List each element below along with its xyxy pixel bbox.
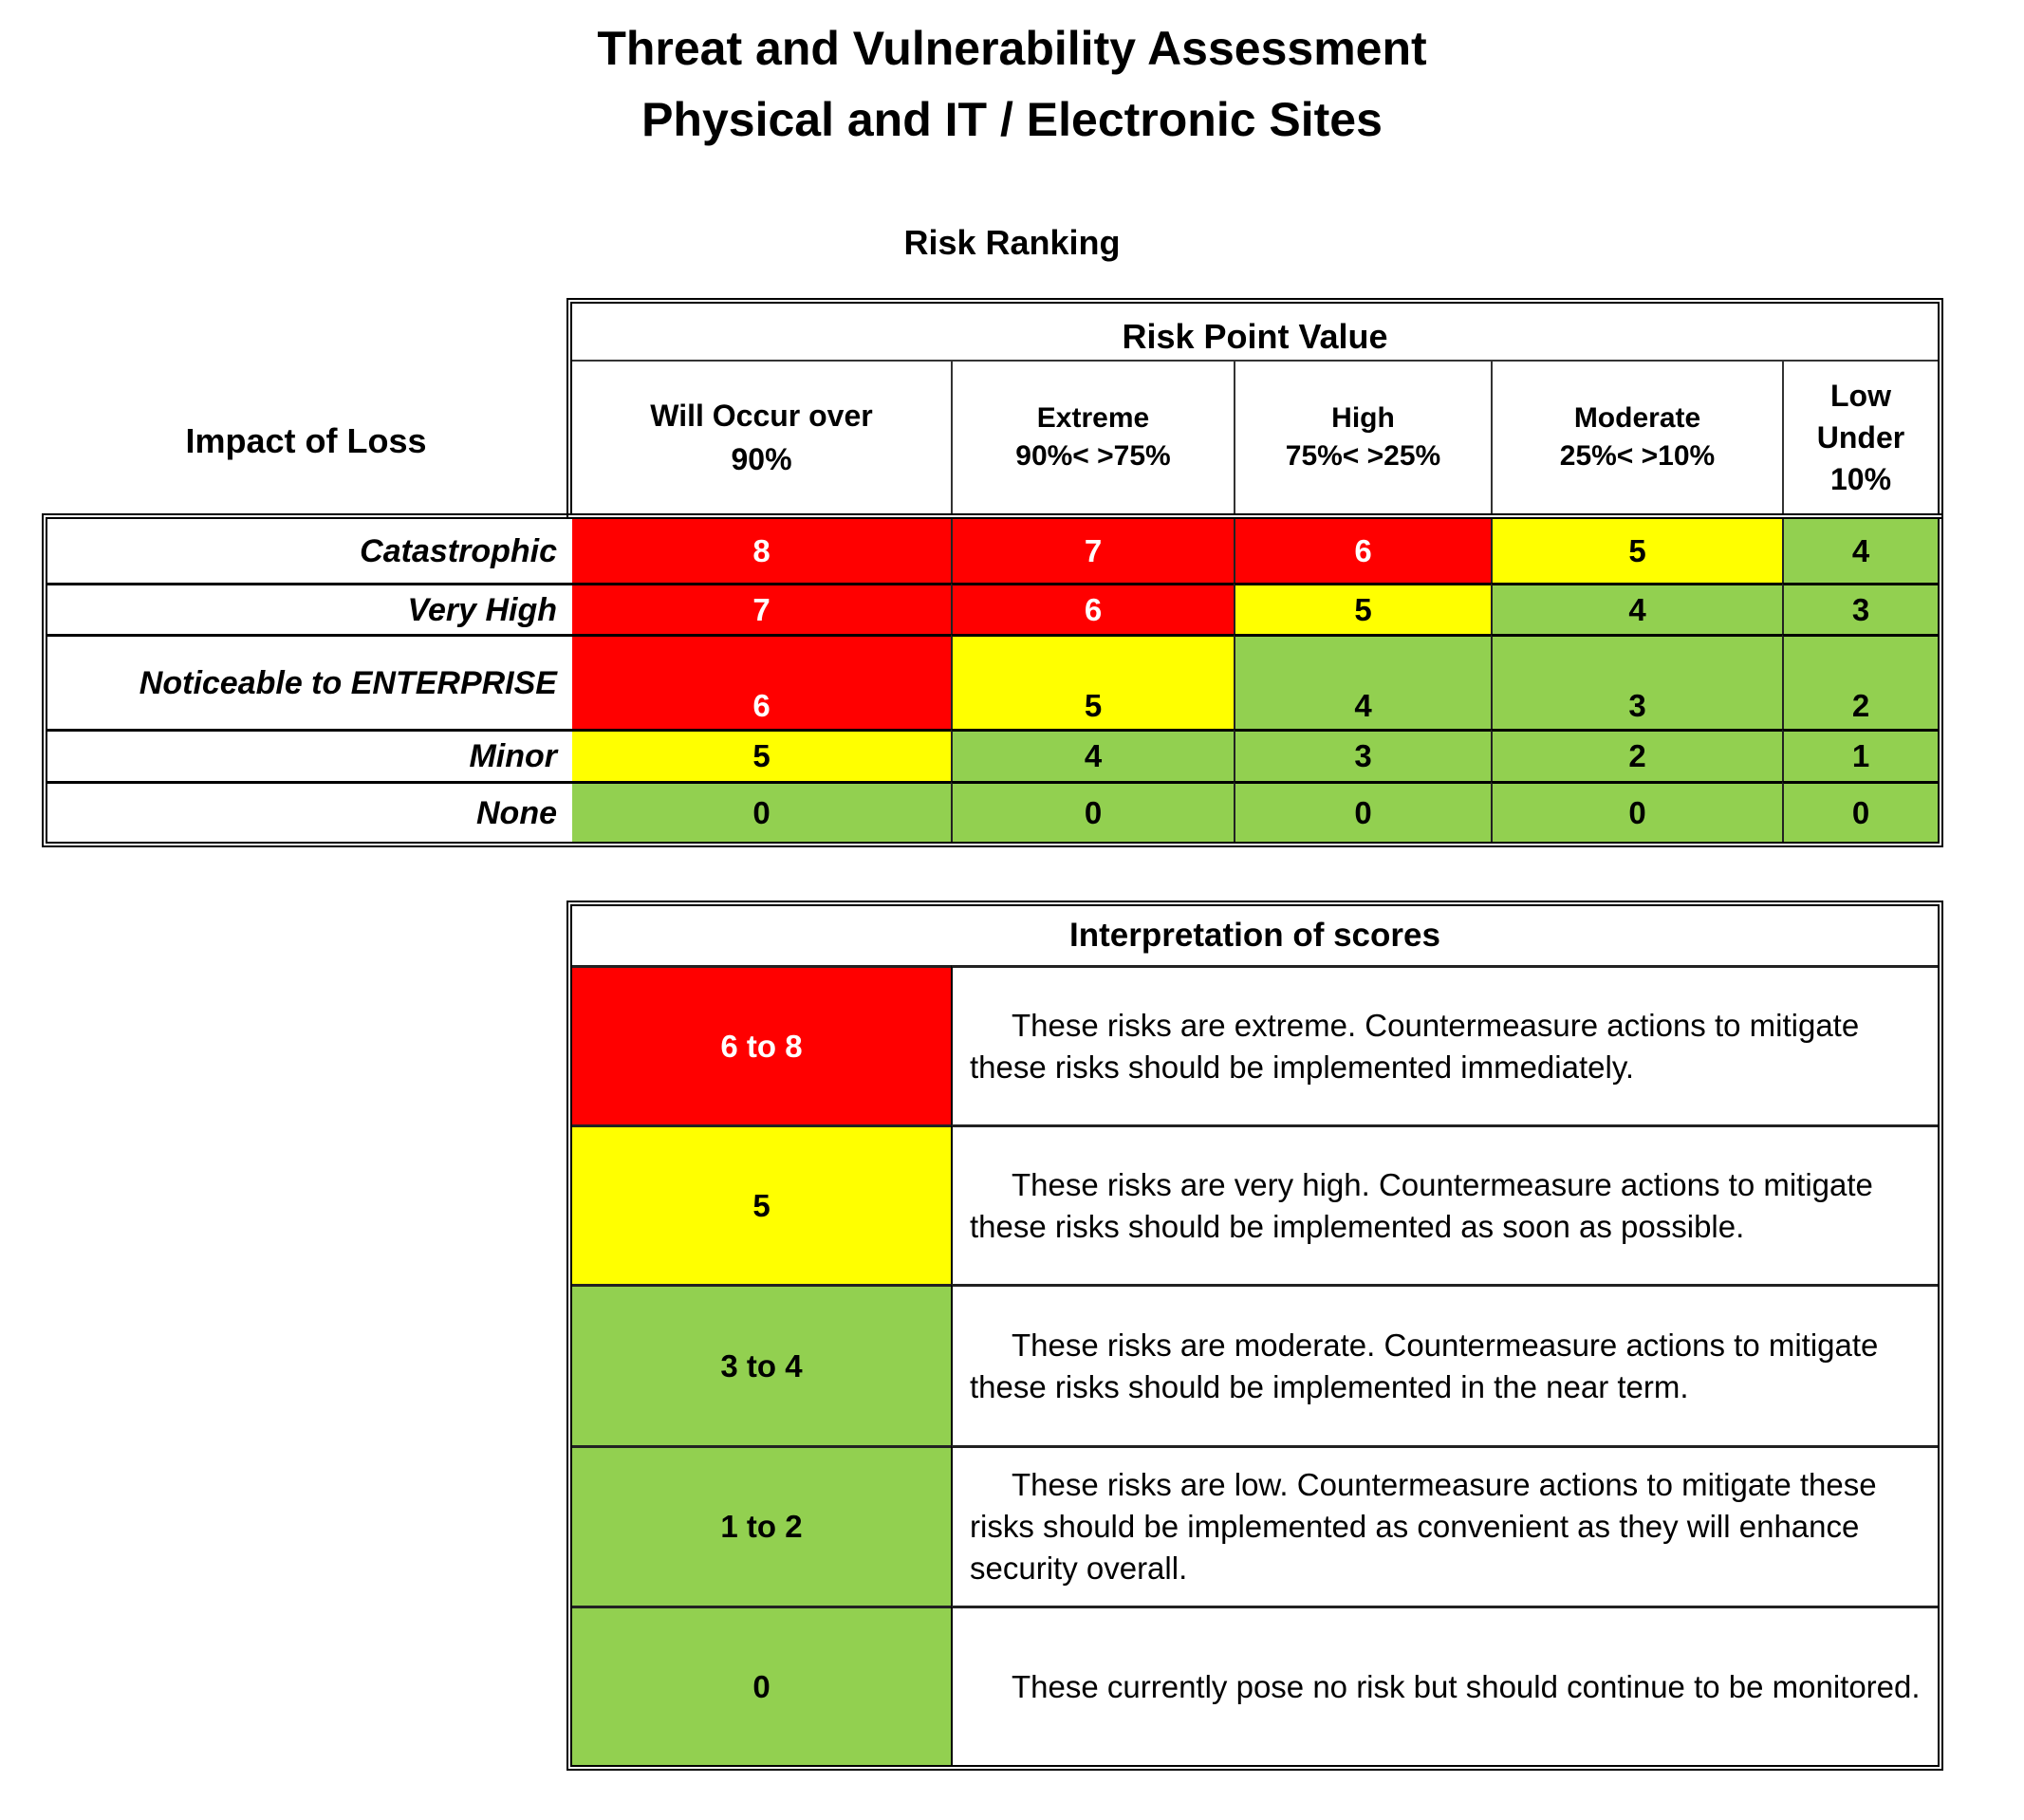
column-header-0 (572, 362, 951, 513)
risk-value-cell: 4 (1234, 634, 1491, 729)
column-header-line1: Low Under (1816, 379, 1905, 455)
column-header-line2: 10% (1829, 462, 1892, 496)
column-header-line1: Extreme (1036, 402, 1150, 434)
risk-value-cell: 0 (951, 781, 1234, 842)
row-label: Catastrophic (360, 532, 557, 569)
score-description-cell (951, 1124, 1938, 1284)
risk-value-cell: 0 (1491, 781, 1782, 842)
column-header-line2: 75%< >25% (1285, 440, 1441, 472)
score-description-cell (951, 1284, 1938, 1445)
title-line-2: Physical and IT / Electronic Sites (641, 93, 1383, 146)
risk-point-value-header: Risk Point Value (572, 304, 1938, 362)
column-header-line2: 25%< >10% (1559, 440, 1716, 472)
risk-value-cell: 0 (1782, 781, 1938, 842)
title-line-1: Threat and Vulnerability Assessment (597, 22, 1427, 75)
column-header-line1: High (1331, 402, 1395, 434)
risk-value-cell: 5 (1491, 519, 1782, 583)
risk-value-cell: 4 (1782, 519, 1938, 583)
risk-value-cell: 6 (1234, 519, 1491, 583)
risk-value-cell: 3 (1782, 583, 1938, 634)
page-title (0, 13, 2024, 156)
score-range: 5 (572, 1124, 951, 1284)
impact-of-loss-header: Impact of Loss (185, 421, 427, 460)
risk-value-cell: 4 (951, 729, 1234, 781)
score-description: These currently pose no risk but should continue to be monitored. (1012, 1668, 1921, 1704)
risk-value-cell: 8 (572, 519, 951, 583)
risk-value-cell: 5 (1234, 583, 1491, 634)
column-header-4 (1782, 362, 1938, 513)
row-label: Very High (47, 583, 572, 634)
risk-value-cell: 2 (1491, 729, 1782, 781)
score-description-cell (951, 1445, 1938, 1606)
score-description: These risks are extreme. Countermeasure actions to mitigate these risks should be implemented immediately. (970, 1007, 1860, 1085)
score-range: 6 to 8 (572, 965, 951, 1124)
column-header-line2: 90%< >75% (1015, 440, 1171, 472)
interpretation-title: Interpretation of scores (1069, 917, 1440, 954)
column-header-1 (951, 362, 1234, 513)
score-description: These risks are very high. Countermeasure actions to mitigate these risks should be implemented as soon as possible. (970, 1166, 1873, 1244)
score-range: 3 to 4 (572, 1284, 951, 1445)
risk-value-cell: 6 (951, 583, 1234, 634)
risk-value-cell: 7 (951, 519, 1234, 583)
row-label: Minor (47, 729, 572, 781)
risk-value-cell: 3 (1491, 634, 1782, 729)
score-description-cell (951, 1606, 1938, 1765)
risk-value-cell: 1 (1782, 729, 1938, 781)
risk-value-cell: 0 (1234, 781, 1491, 842)
risk-value-cell: 2 (1782, 634, 1938, 729)
section-title: Risk Ranking (903, 223, 1121, 262)
column-header-line1: Moderate (1573, 402, 1701, 434)
risk-value-cell: 3 (1234, 729, 1491, 781)
score-description: These risks are low. Countermeasure actions to mitigate these risks should be implemented as convenient as they will enhance security overall. (970, 1467, 1877, 1586)
risk-value-cell: 6 (572, 634, 951, 729)
score-description-cell (951, 965, 1938, 1124)
column-header-3 (1491, 362, 1782, 513)
row-label: None (47, 781, 572, 842)
column-header-2 (1234, 362, 1491, 513)
risk-value-cell: 4 (1491, 583, 1782, 634)
risk-value-cell: 0 (572, 781, 951, 842)
risk-value-cell: 5 (572, 729, 951, 781)
score-description: These risks are moderate. Countermeasure actions to mitigate these risks should be implemented in the near term. (970, 1327, 1879, 1404)
column-header-line2: 90% (731, 442, 792, 476)
column-header-line1: Will Occur over (650, 399, 873, 433)
score-range: 1 to 2 (572, 1445, 951, 1606)
risk-value-cell: 5 (951, 634, 1234, 729)
score-range: 0 (572, 1606, 951, 1765)
risk-value-cell: 7 (572, 583, 951, 634)
row-label: Noticeable to ENTERPRISE (47, 634, 572, 729)
